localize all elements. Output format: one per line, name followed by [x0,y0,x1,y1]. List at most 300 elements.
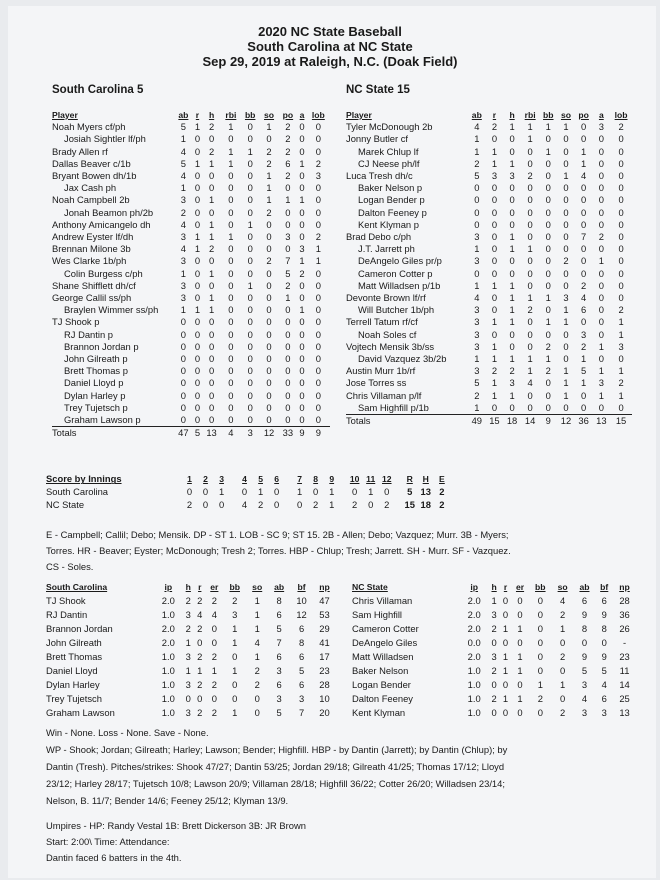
stat-cell: 0 [618,279,624,291]
pitching-stat: 0 [537,622,543,634]
inning-number: 10 [349,474,360,485]
stat-cell: 0 [194,218,201,230]
innings-label: Score by Innings [46,473,122,485]
stat-cell: 0 [491,255,498,267]
pitching-stat: 10 [296,594,307,606]
stat-cell: 1 [563,304,569,316]
stat-cell: 0 [299,401,305,413]
pitching-stat: 6 [276,608,282,620]
stat-cell: 0 [228,194,234,206]
pitching-stat: 0 [537,594,543,606]
player-row [52,194,330,206]
away-box-score [52,109,330,439]
stat-cell: 0 [194,340,201,352]
matchup-title: South Carolina at NC State [247,39,413,54]
stat-cell: 0 [491,133,498,145]
stat-cell: 6 [285,157,291,169]
pitching-stat: 2 [211,706,217,718]
stat-cell: 0 [266,243,272,255]
stat-cell: 1 [509,157,515,169]
pitching-stat: 25 [619,692,630,704]
stat-cell: 0 [208,365,215,377]
pitching-stat: 3 [276,692,282,704]
stat-cell: 1 [285,194,291,206]
player-row [52,365,330,377]
stat-cell: 0 [299,328,305,340]
pitching-stat: 1.0 [161,608,175,620]
pitching-stat: 9 [601,608,607,620]
player-row [346,390,632,402]
stat-cell: 5 [285,267,291,279]
stat-cell: 0 [228,279,234,291]
stat-cell: 0 [491,182,498,194]
stat-cell: 1 [527,121,533,133]
inning-runs: 18 [420,499,431,511]
pitching-stat: 5 [276,622,282,634]
stat-cell: 0 [315,365,321,377]
stat-cell: 2 [491,365,498,377]
player-name: Shane Shifflett dh/cf [52,279,136,291]
stat-cell: 0 [315,182,321,194]
stat-cell: 0 [598,145,604,157]
stat-cell: 2 [266,157,272,169]
pitching-stat: 1 [491,594,497,606]
pitching-stat: 4 [197,608,203,620]
stat-cell: 0 [545,206,551,218]
pitcher-name: Logan Bender [352,678,411,690]
stat-cell: 5 [474,377,480,389]
stat-cell: 1 [247,218,253,230]
stat-cell: 0 [315,194,321,206]
player-name: Noah Campbell 2b [52,194,130,206]
inning-runs: 5 [407,486,413,498]
pitcher-note-line: Dantin faced 6 batters in the 4th. [46,852,182,863]
pitching-stat: 4 [254,636,260,648]
total-cell: 47 [178,427,189,439]
column-header: a [598,110,604,120]
stat-cell: 0 [581,133,587,145]
stat-cell: 0 [228,170,234,182]
pitching-stat: 4 [581,692,588,704]
stat-cell: 0 [228,304,234,316]
player-name: John Gilreath p [64,353,128,365]
total-cell: 12 [263,427,275,439]
pitching-stat: 2 [254,664,260,676]
stat-cell: 0 [598,218,604,230]
stat-cell: 0 [208,353,215,365]
stat-cell: 0 [618,194,624,206]
stat-cell: 1 [299,304,305,316]
pitching-stat: 0 [537,608,543,620]
pitching-stat: 0 [502,636,509,648]
stat-cell: 0 [598,292,604,304]
stat-cell: 0 [474,182,480,194]
stat-cell: 0 [180,389,186,401]
stat-cell: 1 [509,121,515,133]
stat-cell: 1 [247,279,253,291]
stat-cell: 0 [266,304,272,316]
column-header: so [252,581,263,592]
stat-cell: 0 [299,377,305,389]
pitching-stat: 6 [298,678,305,690]
player-row [52,390,330,402]
stat-cell: 0 [247,267,253,279]
stat-cell: 1 [598,365,604,377]
pitching-stat: 2 [560,608,566,620]
stat-cell: 0 [527,267,533,279]
player-name: Baker Nelson p [358,182,423,194]
stat-cell: 1 [266,182,272,194]
total-cell: 15 [489,415,500,427]
stat-cell: 0 [563,328,569,340]
stat-cell: 0 [474,206,480,218]
stat-cell: 0 [545,389,551,401]
stat-cell: 4 [474,121,480,133]
stat-cell: 0 [563,145,569,157]
inning-runs: 15 [404,499,415,511]
stat-cell: 0 [247,316,253,328]
total-cell: 13 [206,427,217,439]
inning-runs: 0 [274,486,280,498]
report-title: 2020 NC State Baseball [258,24,402,39]
inning-number: 1 [187,474,192,485]
player-name: Cameron Cotter p [358,267,433,279]
stat-cell: 0 [618,133,624,145]
stat-cell: 3 [315,170,321,182]
stat-cell: 1 [618,316,624,328]
pitcher-name: RJ Dantin [46,608,88,620]
stat-cell: 0 [563,267,569,279]
total-cell: 9 [299,427,305,439]
stat-cell: 1 [491,157,498,169]
pitcher-row [352,706,636,720]
pitching-stat: 2 [197,706,203,718]
stat-cell: 0 [581,218,587,230]
stat-cell: 0 [618,292,624,304]
stat-cell: 0 [174,414,193,427]
stat-cell: 0 [563,353,569,365]
stat-cell: 0 [285,389,291,401]
stat-cell: 1 [581,157,587,169]
stat-cell: 0 [247,231,253,243]
stat-cell: 1 [474,133,480,145]
inning-number: E [439,474,445,485]
stat-cell: 1 [509,389,515,401]
pitching-stat: 1.0 [161,706,175,718]
stat-cell: 0 [285,182,291,194]
stat-cell: 0 [527,218,533,230]
totals-row [52,427,330,440]
pitching-stat: 1 [517,650,523,662]
pitching-stat: 6 [581,594,588,606]
pitching-stat: 2 [232,594,238,606]
column-header: ab [274,581,285,592]
stat-cell: 0 [486,402,504,415]
stat-cell: 0 [618,231,624,243]
player-name: J.T. Jarrett ph [358,243,415,255]
inning-runs: 0 [313,486,319,498]
stat-cell: 0 [194,182,201,194]
stat-cell: 0 [598,328,604,340]
stat-cell: 1 [247,145,253,157]
stat-cell: 0 [247,365,253,377]
pitching-stat: 36 [619,608,630,620]
stat-cell: 3 [474,340,480,352]
stat-cell: 0 [299,316,305,328]
pitching-stat: 0 [537,664,543,676]
player-name: Josiah Sightler lf/ph [64,133,146,145]
start-time-line: Start: 2:00\ Time: Attendance: [46,836,170,847]
inning-runs: 2 [313,499,319,511]
stat-cell: 2 [598,231,604,243]
pitcher-row [352,650,636,664]
stat-cell: 0 [266,316,272,328]
inning-runs: 2 [439,486,445,498]
stat-cell: 0 [563,182,569,194]
inning-runs: 0 [218,499,225,511]
pitching-stat: 0 [502,706,509,718]
player-name: TJ Shook p [52,316,100,328]
pitch-note-line: WP - Shook; Jordan; Gilreath; Harley; Lawson; Bender; Highfill. HBP - by Dantin (Jarrett); by Dantin (Chlup); by [46,744,508,755]
stat-cell: 0 [247,377,253,389]
stat-cell: 0 [491,243,498,255]
stat-cell: 1 [545,292,551,304]
pitcher-name: Chris Villaman [352,594,413,606]
pitching-stat: 1 [537,678,543,690]
stat-cell: 0 [618,145,624,157]
stat-cell: 0 [315,401,321,413]
stat-cell: 1 [228,157,234,169]
pitching-stat: 1 [254,622,260,634]
column-header: r [198,581,202,592]
pitching-stat: 2 [491,664,497,676]
player-row [52,292,330,304]
stat-cell: 0 [598,316,604,328]
pitching-stat: 0 [517,594,523,606]
stat-cell: 4 [180,243,186,255]
pitching-stat: 9 [601,650,607,662]
column-header: po [578,110,589,120]
player-row [346,146,632,158]
pitching-stat: 23 [319,664,330,676]
stat-cell: 3 [474,328,480,340]
stat-cell: 0 [247,401,253,413]
stat-cell: 0 [285,340,291,352]
stat-cell: 3 [299,243,305,255]
pitching-stat: 2 [197,594,203,606]
stat-cell: 0 [563,231,569,243]
stat-cell: 0 [247,389,253,401]
player-name: Anthony Amicangelo dh [52,218,151,230]
stat-cell: 1 [563,365,569,377]
stat-cell: 0 [315,389,321,401]
stat-cell: 1 [491,353,498,365]
total-cell: 4 [228,427,234,439]
column-header: h [208,110,215,120]
pitching-stat: 0 [211,622,217,634]
stat-cell: 0 [247,170,253,182]
stat-cell: 0 [598,157,604,169]
stat-cell: 2 [527,304,533,316]
pitcher-row [352,594,636,608]
column-header: rbi [524,110,536,120]
pitching-stat: 7 [298,706,305,718]
inning-runs: 0 [202,499,209,511]
pitching-stat: 2 [537,692,543,704]
stat-cell: 2 [581,340,587,352]
stat-cell: 0 [563,206,569,218]
stat-cell: 0 [545,218,551,230]
inning-runs: 2 [257,499,264,511]
stat-cell: 3 [509,377,515,389]
stat-cell: 0 [315,206,321,218]
pitching-stat: 0 [560,636,566,648]
inning-gap [285,473,292,486]
stat-cell: 2 [545,365,551,377]
stat-cell: 0 [610,402,632,415]
player-row [346,133,632,145]
inning-runs: 0 [368,499,374,511]
stat-cell: 0 [266,328,272,340]
stat-cell: 0 [307,414,330,427]
stat-cell: 6 [581,304,587,316]
inning-number: 9 [329,474,335,485]
pitching-stat: 1 [232,622,238,634]
stat-cell: 0 [266,365,272,377]
stat-cell: 1 [208,218,215,230]
stat-cell: 0 [527,231,533,243]
stat-cell: 0 [563,157,569,169]
pitching-stat: 1.0 [161,664,175,676]
pitching-stat: 0 [502,594,509,606]
stat-cell: 1 [581,145,587,157]
pitcher-row [46,678,336,692]
stat-cell: 2 [266,145,272,157]
pitcher-row [352,678,636,692]
inning-runs: 0 [202,486,209,498]
player-row [346,377,632,389]
stat-cell: 0 [315,353,321,365]
inning-number: 2 [203,474,208,485]
inning-number: H [422,474,429,485]
pitching-stat: 0 [254,706,260,718]
pitching-stat: 0 [537,650,543,662]
inning-gap [340,473,347,486]
stat-cell: 1 [194,121,201,133]
pitching-stat: 3 [185,706,191,718]
player-name: Dylan Harley p [64,389,126,401]
stat-cell: 2 [618,121,624,133]
total-cell: 15 [615,415,627,427]
stat-cell: 0 [208,316,215,328]
player-name: Matt Willadsen p/1b [358,279,441,291]
stat-cell: 0 [521,402,540,415]
pitcher-row [46,594,336,608]
player-row [346,158,632,170]
stat-cell: 0 [509,194,515,206]
player-name: RJ Dantin p [64,328,113,340]
stat-cell: 0 [581,182,587,194]
stat-cell: 0 [228,389,234,401]
pitcher-name: Dalton Feeney [352,692,413,704]
stat-cell: 0 [266,279,272,291]
player-row [346,280,632,292]
stat-cell: 0 [194,365,201,377]
stat-cell: 0 [299,121,305,133]
total-cell: 18 [506,415,518,427]
stat-cell: 0 [208,389,215,401]
pitch-note-line: Dantin (Tresh). Pitches/strikes: Shook 47/27; Dantin 53/25; Jordan 29/18; Gilreath 41/25; Thomas 17/12; Lloyd [46,761,505,772]
pitching-stat: 6 [276,650,282,662]
stat-cell: 3 [180,292,186,304]
pitching-stat: 0 [517,636,523,648]
stat-cell: 2 [563,255,569,267]
player-row [346,402,632,415]
inning-runs: 0 [241,486,248,498]
stat-cell: 1 [208,157,215,169]
stat-cell: 0 [299,279,305,291]
stat-cell: 5 [474,170,480,182]
stat-cell: 0 [266,267,272,279]
pitching-stat: 3 [232,608,238,620]
pitching-stat: 2 [197,622,203,634]
pitching-stat: 0 [560,664,566,676]
pitching-stat: 0 [537,706,543,718]
stat-cell: 0 [285,243,291,255]
pitching-stat: 0 [502,678,509,690]
stat-cell: 0 [266,389,272,401]
stat-cell: 0 [247,182,253,194]
player-row [52,182,330,194]
stat-cell: 0 [618,218,624,230]
stat-cell: 4 [581,292,587,304]
totals-label: Totals [52,427,77,439]
stat-cell: 0 [180,353,186,365]
stat-cell: 0 [194,279,201,291]
player-row [52,121,330,133]
stat-cell: 4 [180,170,186,182]
player-name: CJ Neese ph/lf [358,157,420,169]
pitcher-name: DeAngelo Giles [352,636,418,648]
stat-cell: 3 [474,231,480,243]
stat-cell: 1 [315,243,321,255]
pitching-stat: 0 [232,678,238,690]
stat-cell: 0 [208,328,215,340]
game-notes [46,527,511,575]
stat-cell: 0 [180,401,186,413]
pitcher-name: Daniel Lloyd [46,664,98,676]
column-header: bb [244,110,256,120]
pitching-notes [46,724,507,809]
pitcher-row [352,692,636,706]
stat-cell: 1 [491,316,498,328]
inning-runs: 2 [439,499,445,511]
player-name: Luca Tresh dh/c [346,170,413,182]
player-name: Sam Highfill p/1b [346,402,468,415]
pitching-stat: 53 [319,608,330,620]
pitching-stat: 0 [491,636,497,648]
pitching-stat: 3 [491,650,497,662]
stat-cell: 2 [285,121,291,133]
pitching-stat: 8 [298,636,305,648]
stat-cell: 1 [180,182,186,194]
column-header: bb [543,110,554,120]
pitching-stat: 5 [276,706,282,718]
stat-cell: 1 [208,304,215,316]
inning-gap [285,499,292,512]
game-footer [46,818,306,866]
pitching-stat: 1 [197,664,203,676]
